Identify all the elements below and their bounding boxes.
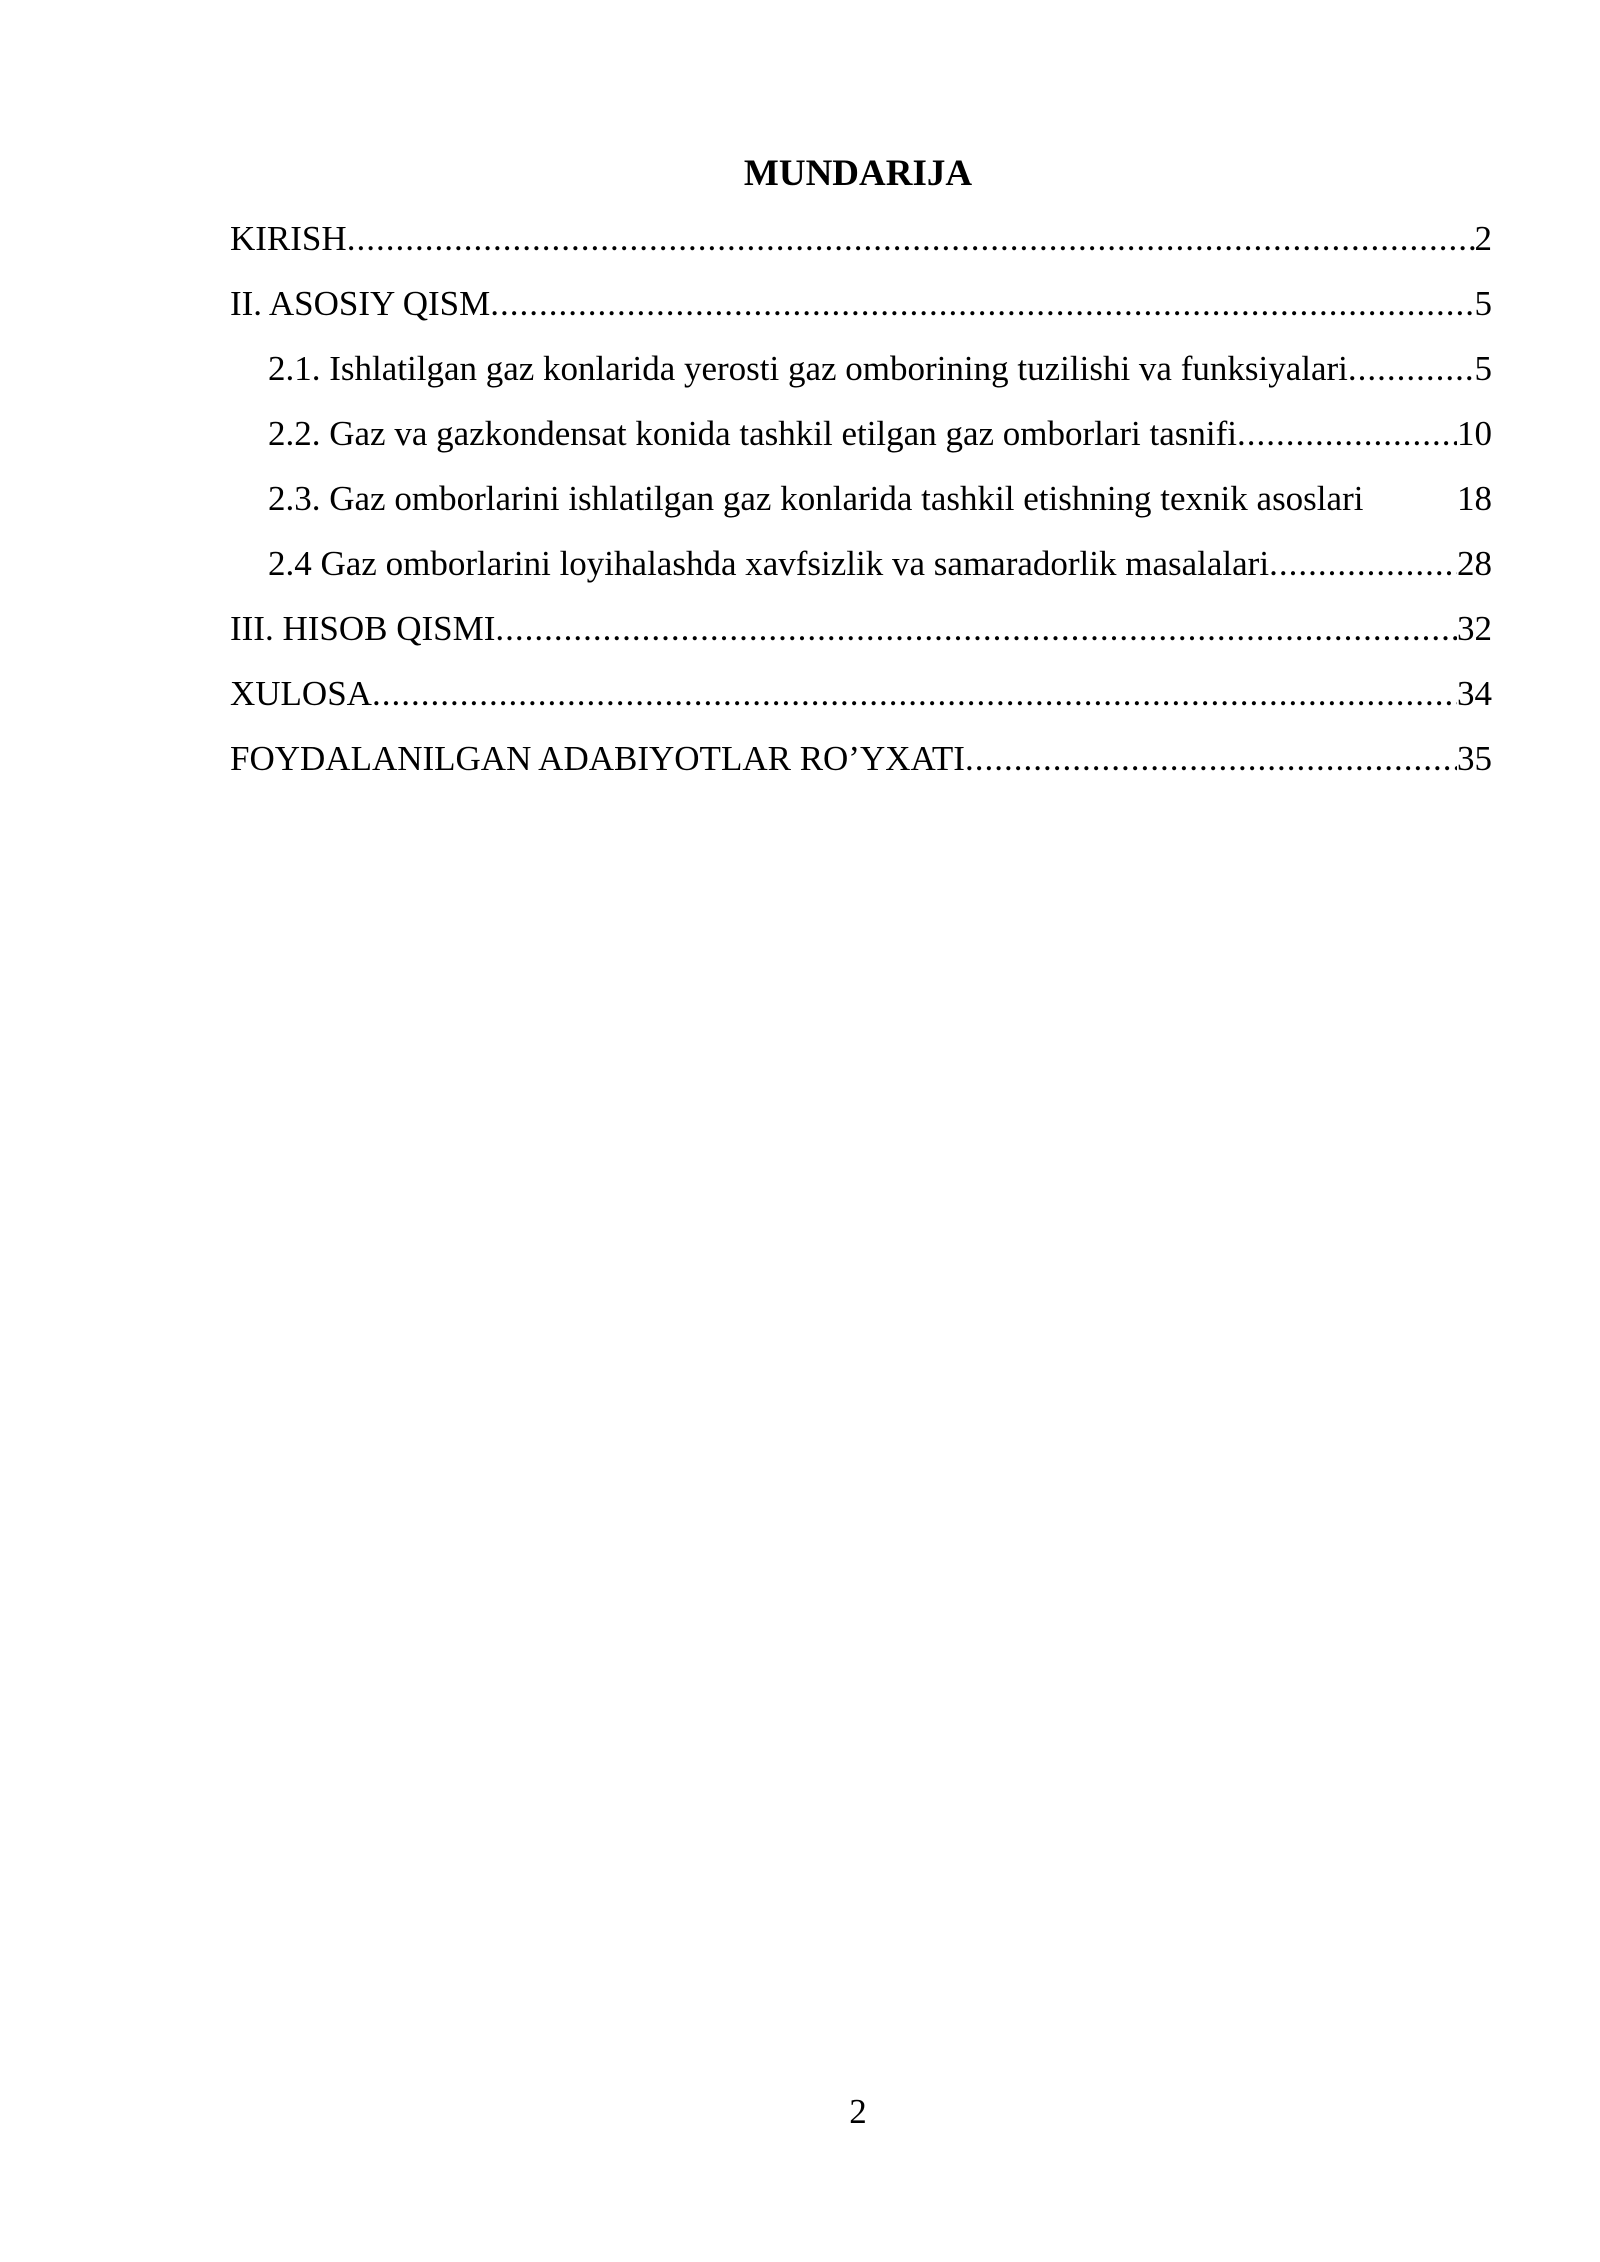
toc-entry-label: 2.4 Gaz omborlarini loyihalashda xavfsizlik va samaradorlik masalalari [268, 544, 1270, 583]
toc-dot-leader [372, 666, 1457, 722]
toc-entry-2-4[interactable] [230, 536, 1492, 601]
toc-entry-2-2[interactable] [230, 406, 1492, 471]
toc-entry-page: 10 [1457, 414, 1492, 453]
toc-entry-xulosa[interactable] [230, 666, 1492, 731]
toc-entry-adabiyotlar[interactable] [230, 731, 1492, 796]
toc-title: MUNDARIJA [743, 153, 973, 194]
toc-entry-label: III. HISOB QISMI [230, 609, 496, 648]
toc-entry-label: KIRISH [230, 219, 347, 258]
toc-entry-page: 32 [1457, 609, 1492, 648]
toc-entry-label: XULOSA [230, 674, 372, 713]
toc-entry-label: 2.2. Gaz va gazkondensat konida tashkil etilgan gaz omborlari tasnifi [268, 414, 1238, 453]
toc-entry-page: 28 [1457, 544, 1492, 583]
table-of-contents [230, 211, 1492, 796]
toc-entry-page: 18 [1457, 479, 1492, 518]
toc-entry-label: FOYDALANILGAN ADABIYOTLAR RO’YXATI [230, 739, 965, 778]
toc-dot-leader [1269, 536, 1457, 592]
toc-entry-page: 2 [1474, 219, 1492, 258]
toc-dot-leader [490, 276, 1474, 332]
toc-dot-leader [495, 601, 1457, 657]
toc-entry-hisob-qismi[interactable] [230, 601, 1492, 666]
toc-entry-label: 2.1. Ishlatilgan gaz konlarida yerosti gaz omborining tuzilishi va funksiyalari [268, 349, 1348, 388]
toc-entry-page: 5 [1474, 349, 1492, 388]
toc-entry-kirish[interactable] [230, 211, 1492, 276]
toc-entry-2-1[interactable] [230, 341, 1492, 406]
toc-entry-label: 2.3. Gaz omborlarini ishlatilgan gaz konlarida tashkil etishning texnik asoslari [268, 479, 1364, 518]
page-number: 2 [849, 2092, 867, 2131]
toc-entry-2-3[interactable] [230, 471, 1492, 536]
toc-entry-page: 34 [1457, 674, 1492, 713]
toc-entry-label: II. ASOSIY QISM [230, 284, 491, 323]
toc-dot-leader [965, 731, 1457, 787]
toc-dot-leader [1237, 406, 1457, 462]
toc-entry-page: 35 [1457, 739, 1492, 778]
toc-entry-asosiy-qism[interactable] [230, 276, 1492, 341]
toc-dot-leader [1348, 341, 1475, 397]
toc-dot-leader [347, 211, 1475, 267]
toc-entry-page: 5 [1474, 284, 1492, 323]
